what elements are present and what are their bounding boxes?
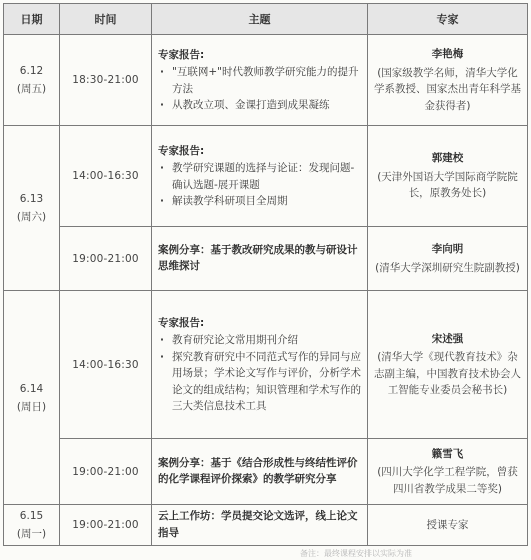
- expert-name: 宋述强: [431, 332, 464, 345]
- topic-cell: [152, 126, 368, 227]
- expert-cell: [368, 35, 528, 126]
- table-header-row: [4, 4, 528, 35]
- schedule-table: [3, 3, 528, 546]
- header-date: 日期: [4, 4, 60, 35]
- header-topic: 主题: [152, 4, 368, 35]
- topic-text: 案例分享：基于《结合形成性与终结性评价的化学课程评价探索》的教学研究分享: [158, 456, 358, 485]
- table-row: [4, 126, 528, 227]
- time-cell: 14:00-16:30: [60, 126, 152, 227]
- weekday-value: (周日): [16, 400, 47, 413]
- date-cell: [4, 126, 60, 291]
- topic-list: [158, 160, 362, 210]
- expert-desc: (四川大学化学工程学院，曾获四川省教学成果二等奖): [377, 466, 518, 495]
- date-cell: [4, 505, 60, 546]
- topic-list: [158, 332, 362, 415]
- topic-item: · 解读教学科研项目全周期: [158, 193, 362, 210]
- expert-cell: [368, 227, 528, 291]
- expert-plain: 授课专家: [426, 518, 469, 531]
- expert-name: 李艳梅: [431, 48, 464, 60]
- time-cell: 18:30-21:00: [60, 35, 152, 126]
- header-expert: 专家: [368, 4, 528, 35]
- header-time: 时间: [60, 4, 152, 35]
- topic-cell: [152, 291, 368, 439]
- date-value: 6.12: [19, 65, 44, 77]
- table-row: [4, 35, 528, 126]
- topic-item: · 探究教育研究中不同范式写作的异同与应用场景；学术论文写作与评价，分析学术论文的组成结构；知识管理和学术写作的三大类信息技术工具: [158, 349, 362, 415]
- topic-text: 云上工作坊：学员提交论文选评，线上论文指导: [158, 510, 358, 539]
- expert-cell: [368, 505, 528, 546]
- time-cell: 14:00-16:30: [60, 291, 152, 439]
- expert-desc: (清华大学《现代教育技术》杂志副主编，中国教育技术协会人工智能专业委员会秘书长): [374, 351, 521, 396]
- time-cell: 19:00-21:00: [60, 227, 152, 291]
- topic-item: · "互联网+"时代教师教学研究能力的提升方法: [158, 64, 362, 97]
- topic-head: 专家报告:: [158, 144, 205, 157]
- expert-name: 籁雪飞: [431, 447, 464, 460]
- expert-cell: [368, 126, 528, 227]
- expert-desc: (清华大学深圳研究生院副教授): [375, 261, 520, 274]
- expert-name: 郭建校: [431, 152, 464, 165]
- footer-note: 备注：最终课程安排以实际为准: [300, 549, 412, 558]
- topic-cell: [152, 439, 368, 505]
- topic-item: · 从教改立项、金课打造到成果凝练: [158, 97, 362, 114]
- table-row: [4, 291, 528, 439]
- topic-item: · 教学研究课题的选择与论证：发现问题-确认选题-展开课题: [158, 160, 362, 193]
- topic-text: 案例分享：基于教改研究成果的教与研设计思维探讨: [158, 243, 358, 272]
- topic-list: [158, 64, 362, 114]
- table-row: [4, 227, 528, 291]
- expert-desc: (天津外国语大学国际商学院院长，原教务处长): [377, 170, 518, 200]
- date-cell: [4, 35, 60, 126]
- table-row: [4, 439, 528, 505]
- topic-item: · 教育研究论文常用期刊介绍: [158, 332, 362, 349]
- date-value: 6.15: [19, 510, 44, 522]
- expert-cell: [368, 291, 528, 439]
- date-value: 6.13: [19, 193, 44, 205]
- weekday-value: (周一): [16, 528, 47, 540]
- weekday-value: (周五): [16, 83, 47, 95]
- topic-head: 专家报告:: [158, 316, 205, 329]
- time-cell: 19:00-21:00: [60, 439, 152, 505]
- topic-cell: [152, 35, 368, 126]
- weekday-value: (周六): [16, 211, 47, 223]
- time-cell: 19:00-21:00: [60, 505, 152, 546]
- expert-cell: [368, 439, 528, 505]
- topic-head: 专家报告:: [158, 48, 205, 61]
- topic-cell: [152, 227, 368, 291]
- date-cell: [4, 291, 60, 505]
- expert-desc: (国家级教学名师，清华大学化学系教授、国家杰出青年科学基金获得者): [374, 66, 521, 112]
- expert-name: 李向明: [431, 243, 464, 255]
- table-row: [4, 505, 528, 546]
- date-value: 6.14: [19, 382, 44, 395]
- topic-cell: [152, 505, 368, 546]
